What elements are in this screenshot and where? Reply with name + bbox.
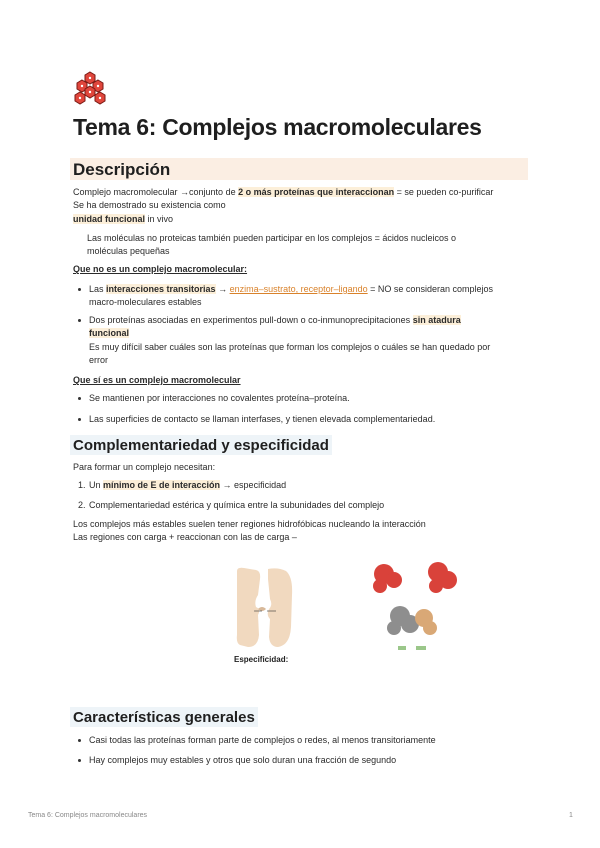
no-complex-heading: Que no es un complejo macromolecular: [73,264,248,274]
footer-title: Tema 6: Complejos macromoleculares [28,812,148,819]
comp-item-1-highlight: mínimo de E de interacción [103,480,221,490]
no-b1-post: = NO se consideran complejos [367,284,493,294]
page-title: Tema 6: Complejos macromoleculares [73,114,482,140]
bullet-dot [78,288,81,291]
no-bullet-1-line-2: macro-moleculares estables [89,297,202,307]
comp-item-1-post: → especificidad [220,480,287,490]
si-bullet-2: Las superficies de contacto se llaman interfases, y tienen elevada complementariedad. [89,414,436,424]
desc-indent-line-2: moléculas pequeñas [87,246,170,256]
complementarity-diagram [234,565,296,650]
desc-line-1 [73,186,493,198]
bullet-dot [78,739,81,742]
no-bullet-2-line-3: Es muy difícil saber cuáles son las proteínas que forman los complejos o cuáles se han quedado por [89,342,491,352]
desc-line-3-post: in vivo [145,214,174,224]
desc-highlight-unidad: unidad funcional [73,214,145,224]
section-heading-complementariedad: Complementariedad y especificidad [70,435,332,455]
section-heading-descripcion: Descripción [70,158,528,180]
comp-item-2-num: 2. [78,500,86,510]
car-bullet-2: Hay complejos muy estables y otros que solo duran una fracción de segundo [89,755,397,765]
figure-caption: Especificidad: [234,655,289,664]
no-bullet-2-line-4: error [89,355,109,365]
protein-complex-image [364,558,486,654]
si-bullet-1: Se mantienen por interacciones no covalentes proteína–proteína. [89,393,350,403]
comp-item-1 [89,479,286,491]
no-b2-highlight-2: funcional [89,328,129,338]
comp-line-2: Las regiones con carga + reaccionan con las de carga – [73,532,297,542]
bullet-dot [78,418,81,421]
section-heading-caracteristicas: Características generales [70,707,258,727]
bullet-dot [78,397,81,400]
bullet-dot [78,759,81,762]
comp-intro: Para formar un complejo necesitan: [73,462,216,472]
hexagon-cluster-icon [72,70,108,106]
desc-indent-line-1: Las moléculas no proteicas también pueden participar en los complejos = ácidos nucleicos o [87,233,456,243]
footer-page-number: 1 [569,812,573,819]
no-bullet-2-line-2 [89,327,129,339]
si-complex-heading: Que sí es un complejo macromolecular [73,375,241,385]
no-bullet-2-line-1 [89,314,461,326]
desc-line-1-post: = se pueden co-purificar [394,187,494,197]
desc-line-1-text: Complejo macromolecular →conjunto de [73,187,239,197]
desc-line-2: Se ha demostrado su existencia como [73,200,226,210]
bullet-dot [78,319,81,322]
no-b1-link[interactable]: enzima–sustrato, receptor–ligando [229,284,368,294]
comp-item-1-num: 1. [78,480,86,490]
comp-line-1: Los complejos más estables suelen tener regiones hidrofóbicas nucleando la interacción [73,519,426,529]
no-b1-arrow: → [215,284,230,294]
no-b2-highlight-1: sin atadura [412,315,461,325]
desc-highlight-proteins: 2 o más proteínas que interaccionan [238,187,395,197]
comp-item-2: Complementariedad estérica y química entre la subunidades del complejo [89,500,385,510]
no-b1-pre: Las [89,284,107,294]
no-b1-highlight: interacciones transitorias [106,284,216,294]
desc-line-3 [73,213,173,225]
no-bullet-1-line-1 [89,283,493,295]
comp-item-1-pre: Un [89,480,104,490]
no-b2-pre: Dos proteínas asociadas en experimentos pull-down o co-inmunoprecipitaciones [89,315,413,325]
car-bullet-1: Casi todas las proteínas forman parte de complejos o redes, al menos transitoriamente [89,735,436,745]
